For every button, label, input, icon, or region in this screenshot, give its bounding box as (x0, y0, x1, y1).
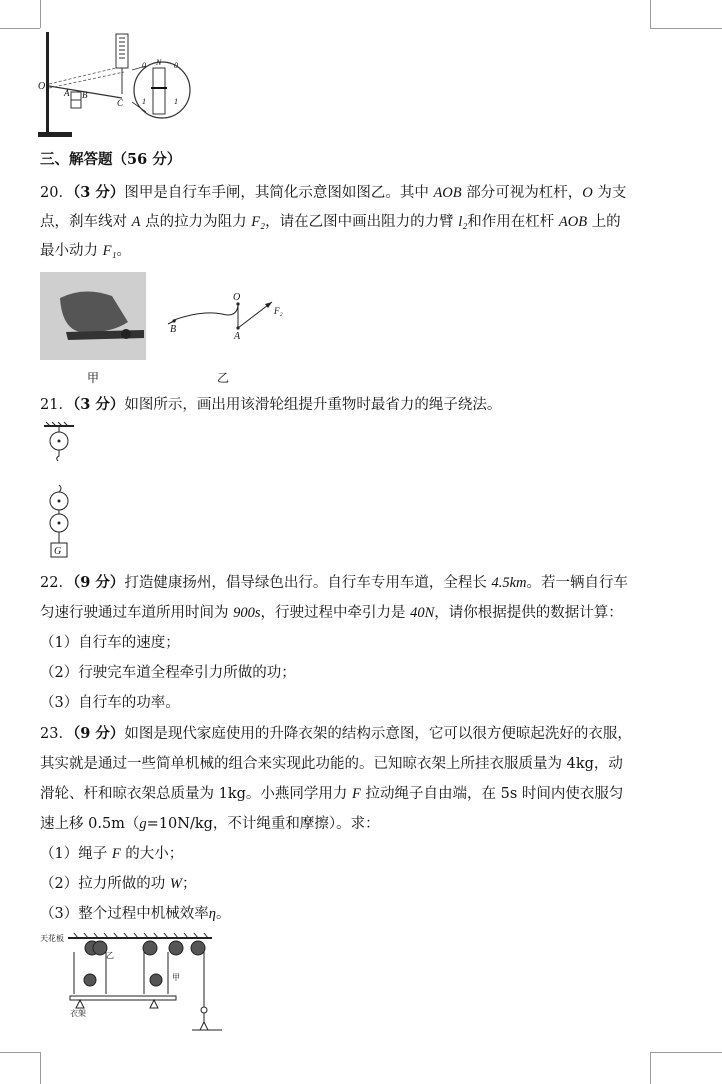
crop-mark-top-left (0, 28, 40, 29)
q23-line-1: 23．（9 分）如图是现代家庭使用的升降衣架的结构示意图，它可以很方便晾起洗好的衣服， (40, 725, 632, 742)
q22-line-1: 22．（9 分）打造健康扬州，倡导绿色出行。自行车专用车道，全程长 4.5km。若一辆自行车 (40, 574, 628, 591)
pulley-load-label: G (54, 546, 62, 557)
crop-mark-bottom-left-v (40, 1052, 41, 1084)
rack-label-ceiling: 天花板 (40, 934, 64, 943)
rack-label-pulley-b: 甲 (172, 973, 180, 982)
q20-fig-caption-right: 乙 (217, 371, 230, 385)
rack-label-rack: 衣架 (70, 1009, 86, 1018)
top-fig-label-one-r: 1 (174, 97, 178, 106)
top-fig-label-b: B (82, 90, 88, 100)
q23-line-4: 速上移 0.5m（g=10N/kg，不计绳重和摩擦）。求： (40, 816, 380, 832)
top-fig-label-o: O (38, 81, 46, 92)
q22-sub-1: （1）自行车的速度； (40, 635, 180, 651)
q23-line-2: 其实就是通过一些简单机械的组合来实现此功能的。已知晾衣架上所挂衣服质量为 4kg，动 (40, 756, 623, 772)
q20-line-3: 最小动力 F₁。 (40, 243, 132, 259)
q22-sub-3: （3）自行车的功率。 (40, 695, 180, 711)
lever-label-f2: F₂ (274, 306, 283, 316)
crop-mark-top-left-v (40, 0, 41, 28)
q20-line-1: 20．（3 分）图甲是自行车手闸，其简化示意图如图乙。其中 AOB 部分可视为杠杆，O 为支 (40, 184, 627, 201)
q22-sub-2: （2）行驶完车道全程牵引力所做的功； (40, 665, 296, 681)
crop-mark-bottom-left (0, 1052, 40, 1053)
section-title: 三、解答题（56 分） (40, 151, 182, 168)
top-fig-label-n: N (156, 58, 162, 67)
q23-sub-1: （1）绳子 F 的大小； (40, 846, 184, 862)
q21-line-1: 21．（3 分）如图所示，画出用该滑轮组提升重物时最省力的绳子绕法。 (40, 396, 502, 413)
q20-fig-caption-left: 甲 (87, 371, 100, 385)
crop-mark-top-right-v (650, 0, 651, 28)
q22-line-2: 匀速行驶通过车道所用时间为 900s，行驶过程中牵引力是 40N，请你根据提供的数据计算： (40, 605, 623, 621)
clothes-rack-diagram (40, 932, 240, 1032)
crop-mark-bottom-right (650, 1052, 722, 1053)
brake-lever-diagram (162, 290, 292, 350)
lever-spring-balance-figure (38, 32, 198, 142)
lever-label-o: O (233, 292, 241, 303)
top-fig-label-a: A (64, 88, 70, 98)
rack-label-pulley-a: 乙 (106, 951, 114, 960)
top-fig-label-one-l: 1 (142, 97, 146, 106)
q20-line-2: 点，刹车线对 A 点的拉力为阻力 F₂，请在乙图中画出阻力的力臂 l₂和作用在杠杆 AOB 上的 (40, 214, 621, 230)
lever-label-b: B (170, 324, 177, 335)
top-fig-label-zero-r: 0 (174, 61, 178, 70)
brake-handle-photo (40, 272, 146, 360)
q23-sub-3: （3）整个过程中机械效率η。 (40, 906, 231, 922)
top-fig-label-c: C (117, 98, 124, 108)
crop-mark-bottom-right-v (650, 1052, 651, 1084)
q23-line-3: 滑轮、杆和晾衣架总质量为 1kg。小燕同学用力 F 拉动绳子自由端，在 5s 时间内使衣服匀 (40, 786, 624, 802)
lever-label-a: A (234, 331, 241, 342)
q23-sub-2: （2）拉力所做的功 W； (40, 876, 197, 892)
top-fig-label-zero-l: 0 (142, 61, 146, 70)
crop-mark-top-right (650, 28, 722, 29)
pulley-system-diagram (40, 422, 80, 562)
